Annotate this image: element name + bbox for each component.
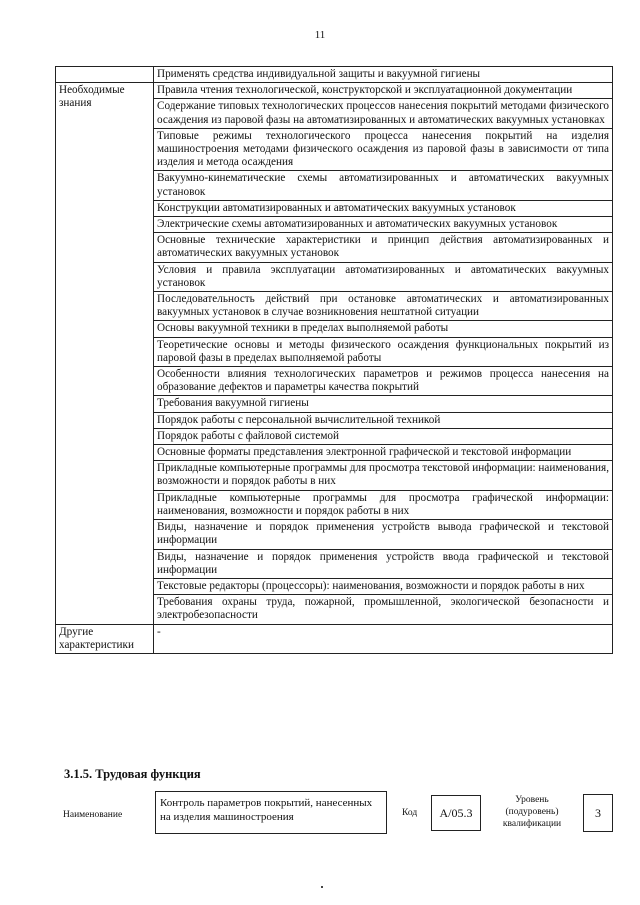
knowledge-item: Требования охраны труда, пожарной, промышленной, экологической безопасности и электробезопасности [154,595,613,624]
section-heading: 3.1.5. Трудовая функция [64,767,201,781]
name-label: Наименование [63,810,123,820]
knowledge-item: Теоретические основы и методы физического осаждения функциональных покрытий из паровой фазы в пределах выполняемой работы [154,337,613,366]
knowledge-item: Требования вакуумной гигиены [154,396,613,412]
knowledge-item: Основы вакуумной техники в пределах выполняемой работы [154,321,613,337]
table-cell-empty [56,67,154,83]
knowledge-item: Типовые режимы технологического процесса нанесения покрытий на изделия машиностроения методами физического осаждения из паровой фазы в зависимости от типа изделия и метода осаждения [154,128,613,171]
other-characteristics-value: - [154,624,613,653]
knowledge-item: Вакуумно-кинематические схемы автоматизированных и автоматических вакуумных установок [154,171,613,200]
knowledge-item: Текстовые редакторы (процессоры): наименования, возможности и порядок работы в них [154,578,613,594]
level-box: 3 [583,794,613,832]
knowledge-item: Условия и правила эксплуатации автоматизированных и автоматических вакуумных установок [154,262,613,291]
knowledge-item: Прикладные компьютерные программы для просмотра текстовой информации: наименования, возможности и порядок работы в них [154,461,613,490]
knowledge-item: Прикладные компьютерные программы для просмотра графической информации: наименования, возможности и порядок работы в них [154,490,613,519]
page-number: 11 [314,29,326,41]
knowledge-item: Правила чтения технологической, конструкторской и эксплуатационной документации [154,83,613,99]
scan-dot [321,886,323,888]
level-label: Уровень (подуровень) квалификации [502,795,562,829]
knowledge-item: Порядок работы с персональной вычислительной техникой [154,412,613,428]
knowledge-item: Содержание типовых технологических процессов нанесения покрытий методами физического осаждения из паровой фазы на автоматизированных и автоматических вакуумных установках [154,99,613,128]
knowledge-item: Виды, назначение и порядок применения устройств вывода графической и текстовой информации [154,520,613,549]
table-row [56,624,613,653]
function-name-box: Контроль параметров покрытий, нанесенных на изделия машиностроения [155,791,387,834]
knowledge-item: Основные технические характеристики и принцип действия автоматизированных и автоматических вакуумных установок [154,233,613,262]
knowledge-item: Последовательность действий при остановке автоматических и автоматизированных вакуумных установок в случае возникновения нештатной ситуации [154,292,613,321]
other-characteristics-label: Другие характеристики [56,624,154,653]
knowledge-table [55,66,613,654]
knowledge-item: Виды, назначение и порядок применения устройств ввода графической и текстовой информации [154,549,613,578]
knowledge-item: Порядок работы с файловой системой [154,428,613,444]
knowledge-label: Необходимые знания [56,83,154,624]
code-label: Код [402,808,418,818]
table-row [56,67,613,83]
knowledge-item: Электрические схемы автоматизированных и автоматических вакуумных установок [154,217,613,233]
table-cell: Применять средства индивидуальной защиты и вакуумной гигиены [154,67,613,83]
table-row [56,83,613,99]
knowledge-item: Основные форматы представления электронной графической и текстовой информации [154,445,613,461]
code-box: A/05.3 [431,795,481,831]
knowledge-item: Конструкции автоматизированных и автоматических вакуумных установок [154,200,613,216]
knowledge-item: Особенности влияния технологических параметров и режимов процесса нанесения на образование дефектов и параметры качества покрытий [154,367,613,396]
